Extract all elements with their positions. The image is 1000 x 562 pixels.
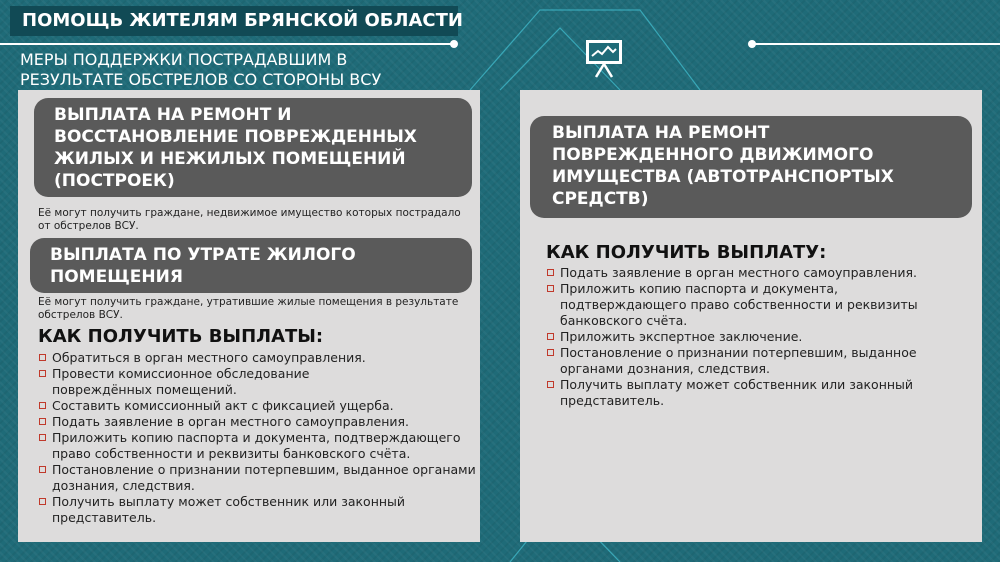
list-item: Обратиться в орган местного самоуправления. [38,350,484,366]
checkbox-bullet-icon [547,269,554,276]
left-steps-list [38,350,484,526]
checkbox-bullet-icon [39,466,46,473]
checkbox-bullet-icon [547,333,554,340]
checkbox-bullet-icon [547,349,554,356]
list-item: Провести комиссионное обследование повреждённых помещений. [38,366,484,398]
checkbox-bullet-icon [39,354,46,361]
list-item: Подать заявление в орган местного самоуправления. [546,265,966,281]
card-note-housing-loss: Её могут получить граждане, утратившие жилые помещения в результате обстрелов ВСУ. [38,296,459,321]
list-item: Составить комиссионный акт с фиксацией ущерба. [38,398,484,414]
presentation-board-icon [583,37,625,79]
list-item: Подать заявление в орган местного самоуправления. [38,414,484,430]
page-subtitle: МЕРЫ ПОДДЕРЖКИ ПОСТРАДАВШИМ В РЕЗУЛЬТАТЕ ОБСТРЕЛОВ СО СТОРОНЫ ВСУ [20,50,382,89]
card-note-repair-housing: Её могут получить граждане, недвижимое имущество которых пострадало от обстрелов ВСУ. [38,207,461,232]
checkbox-bullet-icon [547,285,554,292]
list-item: Постановление о признании потерпевшим, выданное органами дознания, следствия. [546,345,966,377]
header-divider-left [0,43,452,45]
divider-dot-left [450,40,458,48]
list-item: Приложить копию паспорта и документа, подтверждающего право собственности и реквизиты банковского счёта. [38,430,484,462]
list-item: Постановление о признании потерпевшим, выданное органами дознания, следствия. [38,462,484,494]
list-item: Приложить копию паспорта и документа, подтверждающего право собственности и реквизиты банковского счёта. [546,281,966,329]
right-steps-list [546,265,966,409]
page-title: ПОМОЩЬ ЖИТЕЛЯМ БРЯНСКОЙ ОБЛАСТИ [10,6,458,36]
card-title-housing-loss: ВЫПЛАТА ПО УТРАТЕ ЖИЛОГО ПОМЕЩЕНИЯ [30,238,472,293]
checkbox-bullet-icon [39,402,46,409]
card-title-repair-housing: ВЫПЛАТА НА РЕМОНТ И ВОССТАНОВЛЕНИЕ ПОВРЕЖДЕННЫХ ЖИЛЫХ И НЕЖИЛЫХ ПОМЕЩЕНИЙ (ПОСТРОЕК) [34,98,472,197]
checkbox-bullet-icon [547,381,554,388]
list-item: Приложить экспертное заключение. [546,329,966,345]
checkbox-bullet-icon [39,370,46,377]
header-divider-right [752,43,1000,45]
left-how-title: КАК ПОЛУЧИТЬ ВЫПЛАТЫ: [38,326,324,347]
checkbox-bullet-icon [39,498,46,505]
card-title-vehicle-repair: ВЫПЛАТА НА РЕМОНТ ПОВРЕЖДЕННОГО ДВИЖИМОГО ИМУЩЕСТВА (АВТОТРАНСПОРТЫХ СРЕДСТВ) [530,116,972,218]
checkbox-bullet-icon [39,434,46,441]
right-how-title: КАК ПОЛУЧИТЬ ВЫПЛАТУ: [546,242,827,263]
checkbox-bullet-icon [39,418,46,425]
list-item: Получить выплату может собственник или законный представитель. [38,494,484,526]
list-item: Получить выплату может собственник или законный представитель. [546,377,966,409]
